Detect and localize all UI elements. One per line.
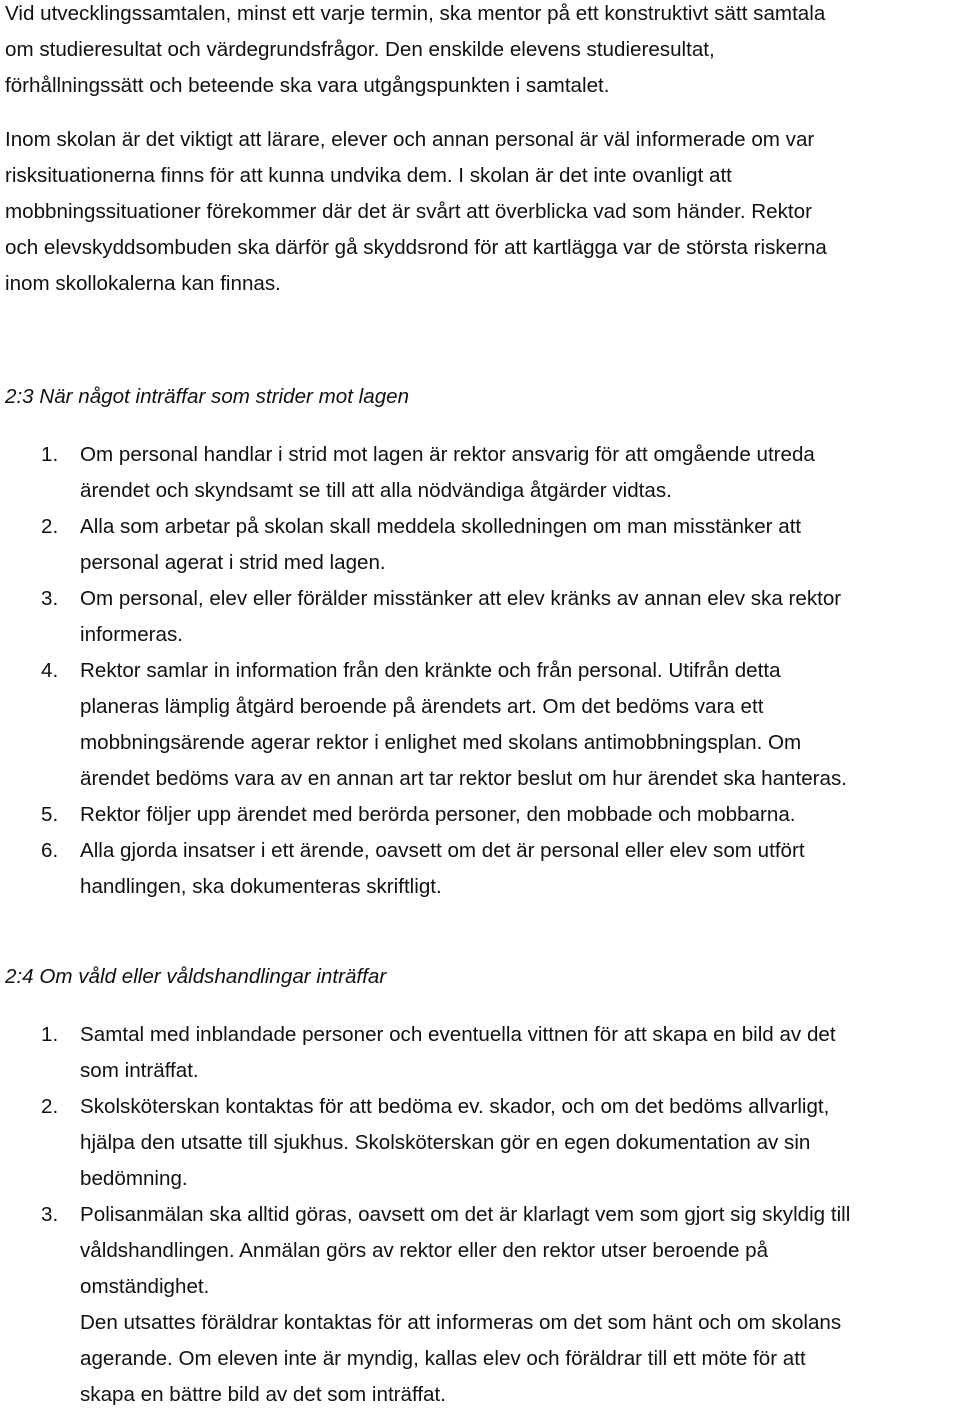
text-line: Alla gjorda insatser i ett ärende, oavsett om det är personal eller elev som utfört [80,839,805,862]
list-item [0,1089,960,1197]
list-item [0,1017,960,1089]
text-line: Rektor följer upp ärendet med berörda personer, den mobbade och mobbarna. [80,803,796,826]
list-item-text [80,1089,956,1197]
text-line: Samtal med inblandade personer och eventuella vittnen för att skapa en bild av det [80,1023,836,1046]
section-2-4-list [0,1017,960,1413]
intro-paragraph-1 [5,0,956,104]
text-line: planeras lämplig åtgärd beroende på ärendets art. Om det bedöms vara ett [80,695,764,718]
text-line: förhållningssätt och beteende ska vara utgångspunkten i samtalet. [5,74,610,97]
list-number: 1. [41,443,59,466]
text-line: informeras. [80,623,183,646]
section-2-4-heading: 2:4 Om våld eller våldshandlingar inträffar [5,965,387,988]
text-line: ärendet och skyndsamt se till att alla nödvändiga åtgärder vidtas. [80,479,672,502]
text-line: Inom skolan är det viktigt att lärare, elever och annan personal är väl informerade om var [5,128,815,151]
text-line: inom skollokalerna kan finnas. [5,272,281,295]
text-line: Alla som arbetar på skolan skall meddela skolledningen om man misstänker att [80,515,802,538]
text-line: våldshandlingen. Anmälan görs av rektor eller den rektor utser beroende på [80,1239,769,1262]
text-line: om studieresultat och värdegrundsfrågor. Den enskilde elevens studieresultat, [5,38,715,61]
text-line: bedömning. [80,1167,188,1190]
list-number: 2. [41,1095,59,1118]
text-line: Den utsattes föräldrar kontaktas för att informeras om det som hänt och om skolans [80,1311,842,1334]
section-2-3-list [0,437,960,905]
list-number: 1. [41,1023,59,1046]
list-item [0,833,960,905]
list-item [0,1197,960,1413]
text-line: Rektor samlar in information från den kränkte och från personal. Utifrån detta [80,659,781,682]
list-item-text [80,1017,956,1089]
text-line: mobbningssituationer förekommer där det är svårt att överblicka vad som händer. Rektor [5,200,812,223]
list-number: 5. [41,803,59,826]
text-line: Vid utvecklingssamtalen, minst ett varje termin, ska mentor på ett konstruktivt sätt samtala [5,2,826,25]
section-2-3-heading: 2:3 När något inträffar som strider mot lagen [5,385,410,408]
list-item-text [80,581,956,653]
text-line: risksituationerna finns för att kunna undvika dem. I skolan är det inte ovanligt att [5,164,732,187]
list-number: 3. [41,1203,59,1226]
text-line: mobbningsärende agerar rektor i enlighet med skolans antimobbningsplan. Om [80,731,802,754]
text-line: agerande. Om eleven inte är myndig, kallas elev och föräldrar till ett möte för att [80,1347,806,1370]
list-item-text [80,833,956,905]
text-line: hjälpa den utsatte till sjukhus. Skolsköterskan gör en egen dokumentation av sin [80,1131,811,1154]
text-line: Skolsköterskan kontaktas för att bedöma ev. skador, och om det bedöms allvarligt, [80,1095,830,1118]
list-item [0,581,960,653]
text-line: skapa en bättre bild av det som inträffat. [80,1383,446,1406]
list-item-text [80,797,956,833]
text-line: som inträffat. [80,1059,199,1082]
list-item [0,437,960,509]
list-number: 4. [41,659,59,682]
list-item-text [80,653,956,797]
text-line: ärendet bedöms vara av en annan art tar rektor beslut om hur ärendet ska hanteras. [80,767,847,790]
text-line: handlingen, ska dokumenteras skriftligt. [80,875,442,898]
list-item-text [80,437,956,509]
text-line: Om personal handlar i strid mot lagen är rektor ansvarig för att omgående utreda [80,443,815,466]
list-item [0,797,960,833]
list-number: 3. [41,587,59,610]
list-item [0,509,960,581]
list-number: 6. [41,839,59,862]
intro-paragraph-2 [5,122,956,302]
text-line: Polisanmälan ska alltid göras, oavsett om det är klarlagt vem som gjort sig skyldig till [80,1203,851,1226]
list-item-text [80,509,956,581]
text-line: och elevskyddsombuden ska därför gå skyddsrond för att kartlägga var de största riskerna [5,236,827,259]
text-line: Om personal, elev eller förälder misstänker att elev kränks av annan elev ska rektor [80,587,842,610]
list-item-text [80,1197,956,1413]
text-line: personal agerat i strid med lagen. [80,551,386,574]
list-item [0,653,960,797]
list-number: 2. [41,515,59,538]
text-line: omständighet. [80,1275,210,1298]
